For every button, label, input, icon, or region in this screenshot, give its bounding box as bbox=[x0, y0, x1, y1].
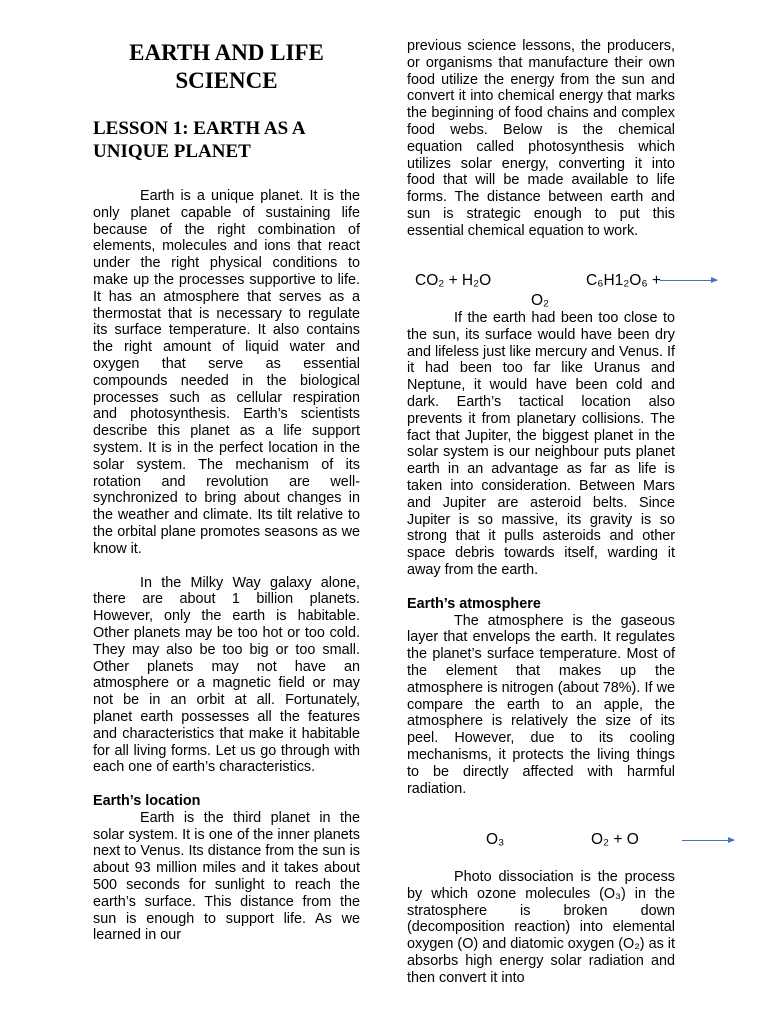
right-column-continued bbox=[407, 310, 675, 797]
paragraph-photo-dissociation: Photo dissociation is the process by which ozone molecules (O₃) in the stratosphere is broken down (decomposition reaction) into elemental oxygen (O) and diatomic oxygen (O₂) as it absorbs high energy solar radiation and then convert it into bbox=[407, 869, 675, 986]
ozone-products: O₂ + O bbox=[591, 831, 639, 848]
heading-earths-location: Earth’s location bbox=[93, 793, 201, 810]
right-column-bottom bbox=[407, 869, 675, 987]
paragraph-earth-unique: Earth is a unique planet. It is the only planet capable of sustaining life because of the right combination of elements, molecules and ions that react under the right physical conditions to make up the processes supportive to life. It has an atmosphere that serves as a thermostat that is necessary to regulate its surface temperature. It also contains the right amount of liquid water and oxygen that serve as essential compounds needed in the biological processes such as cellular respiration and photosynthesis. Earth’s scientists describe this planet as a life support system. It is in the perfect location in the solar system. The mechanism of its rotation and revolution are well-synchronized to bring about changes in the weather and climate. Its tilt relative to the orbital plane promotes seasons as we know it. bbox=[93, 188, 360, 557]
left-column bbox=[93, 188, 360, 944]
reaction-arrow-icon bbox=[682, 840, 734, 841]
right-column bbox=[407, 38, 675, 240]
heading-earths-atmosphere: Earth’s atmosphere bbox=[407, 595, 541, 612]
paragraph-producers: previous science lessons, the producers, or organisms that manufacture their own food utilize the energy from the sun and convert it into chemical energy that marks the beginning of food chains and complex food webs. Below is the chemical equation called photosynthesis which utilizes solar energy, converting it into food that will be made available to life forms. The distance between earth and sun is strategic enough to put this essential chemical equation to work. bbox=[407, 38, 675, 239]
paragraph-atmosphere: The atmosphere is the gaseous layer that envelops the earth. It regulates the planet’s surface temperature. Most of the element that makes up the atmosphere is nitrogen (about 78%). If we compare the earth to an apple, the atmosphere is relatively the size of its peel. However, due to its cooling mechanisms, it protects the living things to be directly affected with harmful radiation. bbox=[407, 612, 675, 797]
ozone-reactant: O₃ bbox=[486, 831, 505, 848]
lesson-heading: LESSON 1: EARTH AS A UNIQUE PLANET bbox=[93, 118, 305, 162]
photosynthesis-reactants: CO₂ + H₂O bbox=[415, 272, 492, 289]
document-title: EARTH AND LIFE SCIENCE bbox=[129, 40, 324, 93]
photosynthesis-products: C₆H1₂O₆ + bbox=[586, 272, 661, 289]
paragraph-location: Earth is the third planet in the solar system. It is one of the inner planets next to Venus. Its distance from the sun is about 93 million miles and it takes about 500 seconds for sunlight to reach the earth’s surface. This distance from the sun is enough to support life. As we learned in our bbox=[93, 809, 360, 944]
paragraph-milky-way: In the Milky Way galaxy alone, there are about 1 billion planets. However, only the earth is habitable. Other planets may be too hot or too cold. They may also be too big or too small. Other planets may not have an atmosphere or a magnetic field or may not be in an orbit at all. Fortunately, planet earth possesses all the features and characteristics that make it habitable for all living forms. Let us go through with each one of earth’s characteristics. bbox=[93, 574, 360, 776]
paragraph-distance: If the earth had been too close to the sun, its surface would have been dry and lifeless just like mercury and Venus. If it had been too far like Uranus and Neptune, it would have been cold and dark. Earth’s tactical location also prevents it from planetary collisions. The fact that Jupiter, the biggest planet in the solar system is our neighbour puts planet earth in an advantage as far as life is taken into consideration. Between Mars and Jupiter are asteroid belts. Since Jupiter is so massive, its gravity is so strong that it pulls asteroids and other space debris towards itself, warding it away from the earth. bbox=[407, 310, 675, 578]
reaction-arrow-icon bbox=[660, 280, 717, 281]
photosynthesis-oxygen: O₂ bbox=[531, 292, 550, 309]
